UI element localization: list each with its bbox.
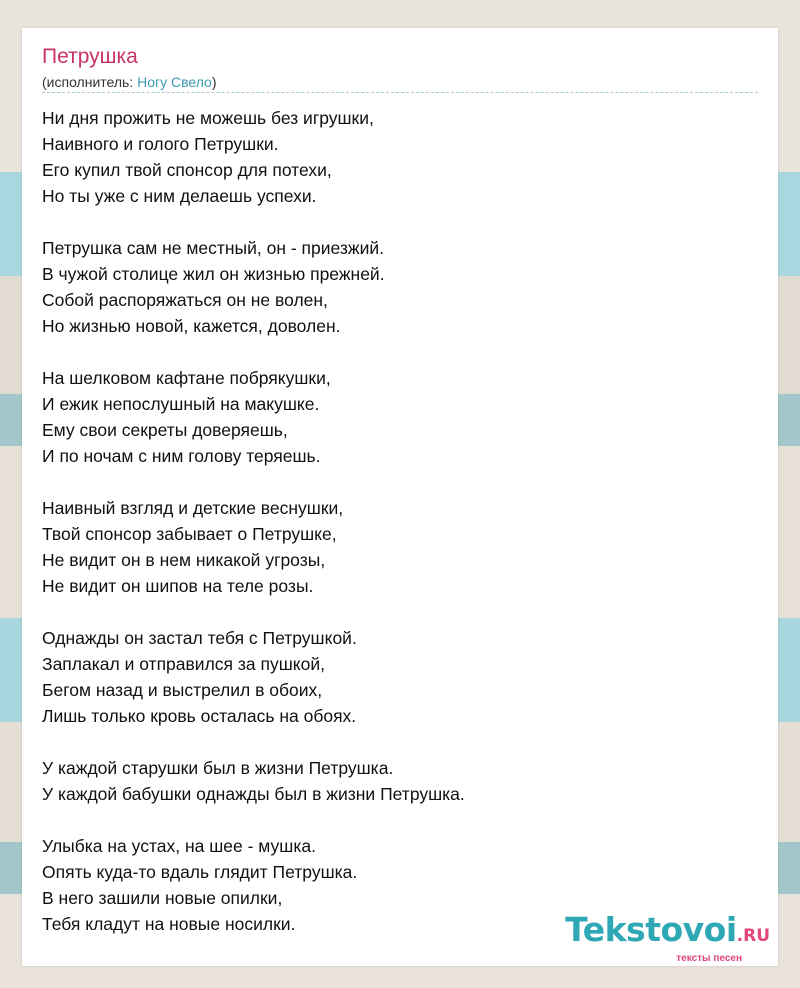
lyrics-line: И ежик непослушный на макушке. [42, 394, 320, 414]
lyrics-line: И по ночам с ним голову теряешь. [42, 446, 321, 466]
lyrics-line: Не видит он шипов на теле розы. [42, 576, 314, 596]
lyrics-card [22, 28, 778, 966]
artist-line [42, 73, 216, 91]
song-title: Петрушка [42, 45, 138, 68]
logo-wordmark [565, 912, 770, 954]
lyrics-line: Но жизнью новой, кажется, доволен. [42, 316, 341, 336]
logo-main-text: Tekstovoi [565, 910, 737, 949]
lyrics-line: Улыбка на устах, на шее - мушка. [42, 836, 316, 856]
site-logo[interactable] [565, 912, 770, 964]
lyrics-line: Петрушка сам не местный, он - приезжий. [42, 238, 385, 258]
artist-suffix: ) [211, 74, 217, 90]
lyrics-line: Тебя кладут на новые носилки. [42, 914, 296, 934]
lyrics-line: Наивный взгляд и детские веснушки, [42, 498, 344, 518]
artist-link[interactable]: Ногу Свело [137, 74, 212, 90]
lyrics-line: В чужой столице жил он жизнью прежней. [42, 264, 385, 284]
lyrics-line: У каждой бабушки однажды был в жизни Петрушка. [42, 784, 465, 804]
logo-tagline: тексты песен [676, 953, 742, 964]
lyrics-line: Наивного и голого Петрушки. [42, 134, 279, 154]
title-divider [42, 92, 758, 93]
lyrics-line: Опять куда-то вдаль глядит Петрушка. [42, 862, 358, 882]
lyrics-line: Но ты уже с ним делаешь успехи. [42, 186, 317, 206]
lyrics-stanza [42, 365, 762, 469]
lyrics-line: Заплакал и отправился за пушкой, [42, 654, 325, 674]
lyrics-line: Ни дня прожить не можешь без игрушки, [42, 108, 374, 128]
lyrics-line: Лишь только кровь осталась на обоях. [42, 706, 357, 726]
lyrics-line: У каждой старушки был в жизни Петрушка. [42, 758, 394, 778]
lyrics-line: Бегом назад и выстрелил в обоих, [42, 680, 323, 700]
lyrics-stanza [42, 755, 762, 807]
lyrics-line: На шелковом кафтане побрякушки, [42, 368, 331, 388]
lyrics-line: В него зашили новые опилки, [42, 888, 283, 908]
logo-domain: .RU [736, 926, 770, 946]
lyrics-line: Твой спонсор забывает о Петрушке, [42, 524, 337, 544]
lyrics-text [42, 105, 762, 963]
lyrics-line: Ему свои секреты доверяешь, [42, 420, 288, 440]
artist-prefix: (исполнитель: [42, 74, 138, 90]
lyrics-stanza [42, 625, 762, 729]
lyrics-stanza [42, 105, 762, 209]
lyrics-line: Не видит он в нем никакой угрозы, [42, 550, 326, 570]
lyrics-line: Однажды он застал тебя с Петрушкой. [42, 628, 357, 648]
lyrics-line: Собой распоряжаться он не волен, [42, 290, 328, 310]
lyrics-stanza [42, 495, 762, 599]
lyrics-stanza [42, 235, 762, 339]
lyrics-line: Его купил твой спонсор для потехи, [42, 160, 332, 180]
